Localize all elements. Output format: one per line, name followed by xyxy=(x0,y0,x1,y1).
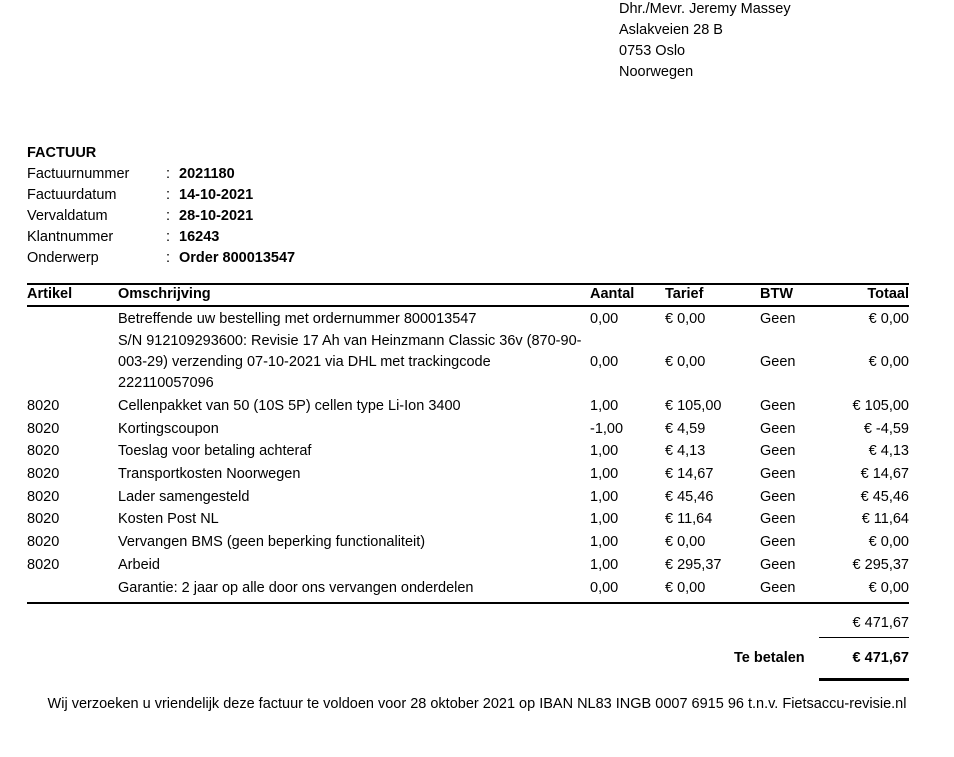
cell-rate: € 11,64 xyxy=(665,511,713,527)
amount-due-label: Te betalen xyxy=(734,650,805,666)
cell-description: Arbeid xyxy=(118,557,160,573)
meta-colon: : xyxy=(166,250,171,266)
cell-vat: Geen xyxy=(760,311,796,327)
cell-vat: Geen xyxy=(760,557,796,573)
cell-description: Toeslag voor betaling achteraf xyxy=(118,443,312,459)
subtotal-amount: € 471,67 xyxy=(852,615,909,631)
payment-instructions: Wij verzoeken u vriendelijk deze factuur te voldoen voor 28 oktober 2021 op IBAN NL83 INGB 0007 6915 96 t.n.v. Fietsaccu-revisie.nl xyxy=(47,696,907,712)
cell-rate: € 0,00 xyxy=(665,311,706,327)
cell-article: 8020 xyxy=(27,398,60,414)
cell-rate: € 4,59 xyxy=(665,421,706,437)
cell-quantity: 1,00 xyxy=(590,534,619,550)
cell-quantity: 1,00 xyxy=(590,466,619,482)
header-rate: Tarief xyxy=(665,286,704,302)
cell-article: 8020 xyxy=(27,443,60,459)
cell-total: € 4,13 xyxy=(868,443,909,459)
cell-vat: Geen xyxy=(760,489,796,505)
cell-article: 8020 xyxy=(27,511,60,527)
recipient-postal-city: 0753 Oslo xyxy=(619,43,686,59)
meta-colon: : xyxy=(166,187,171,203)
cell-total: € 105,00 xyxy=(852,398,909,414)
amount-due-rule xyxy=(819,678,909,681)
cell-vat: Geen xyxy=(760,443,796,459)
cell-total: € 45,46 xyxy=(860,489,909,505)
recipient-country: Noorwegen xyxy=(619,64,694,80)
cell-article: 8020 xyxy=(27,466,60,482)
cell-vat: Geen xyxy=(760,580,796,596)
subtotal-rule xyxy=(819,637,909,638)
cell-quantity: -1,00 xyxy=(590,421,624,437)
header-vat: BTW xyxy=(760,286,794,302)
cell-article: 8020 xyxy=(27,534,60,550)
meta-colon: : xyxy=(166,166,171,182)
cell-total: € 0,00 xyxy=(868,354,909,370)
cell-vat: Geen xyxy=(760,398,796,414)
cell-article: 8020 xyxy=(27,489,60,505)
meta-colon: : xyxy=(166,229,171,245)
cell-description: Vervangen BMS (geen beperking functionaliteit) xyxy=(118,534,426,550)
cell-description: Kortingscoupon xyxy=(118,421,219,437)
cell-description: Kosten Post NL xyxy=(118,511,219,527)
cell-article: 8020 xyxy=(27,557,60,573)
cell-quantity: 1,00 xyxy=(590,511,619,527)
cell-rate: € 45,46 xyxy=(665,489,714,505)
cell-quantity: 0,00 xyxy=(590,311,619,327)
cell-rate: € 0,00 xyxy=(665,534,706,550)
meta-label: Klantnummer xyxy=(27,229,114,245)
cell-description: Transportkosten Noorwegen xyxy=(118,466,301,482)
cell-vat: Geen xyxy=(760,354,796,370)
cell-total: € 14,67 xyxy=(860,466,909,482)
cell-rate: € 0,00 xyxy=(665,580,706,596)
meta-label: Onderwerp xyxy=(27,250,99,266)
cell-rate: € 0,00 xyxy=(665,354,706,370)
cell-vat: Geen xyxy=(760,534,796,550)
recipient-street: Aslakveien 28 B xyxy=(619,22,723,38)
cell-total: € -4,59 xyxy=(863,421,909,437)
cell-quantity: 0,00 xyxy=(590,580,619,596)
cell-rate: € 4,13 xyxy=(665,443,706,459)
header-quantity: Aantal xyxy=(590,286,635,302)
cell-rate: € 105,00 xyxy=(665,398,722,414)
cell-vat: Geen xyxy=(760,466,796,482)
meta-value: 2021180 xyxy=(179,166,235,182)
cell-rate: € 14,67 xyxy=(665,466,714,482)
table-bottom-rule xyxy=(27,602,909,604)
header-description: Omschrijving xyxy=(118,286,211,302)
amount-due-value: € 471,67 xyxy=(852,650,909,666)
cell-description: S/N 912109293600: Revisie 17 Ah van Heinzmann Classic 36v (870-90-003-29) verzending 07-10-2021 via DHL met trackingcode 222110057096 xyxy=(118,333,582,391)
meta-value: 16243 xyxy=(179,229,220,245)
cell-article: 8020 xyxy=(27,421,60,437)
cell-vat: Geen xyxy=(760,511,796,527)
meta-value: Order 800013547 xyxy=(179,250,296,266)
meta-value: 14-10-2021 xyxy=(179,187,254,203)
recipient-name: Dhr./Mevr. Jeremy Massey xyxy=(619,1,791,17)
cell-total: € 0,00 xyxy=(868,311,909,327)
meta-colon: : xyxy=(166,208,171,224)
cell-description: Betreffende uw bestelling met ordernummer 800013547 xyxy=(118,311,477,327)
cell-total: € 11,64 xyxy=(861,511,909,527)
header-article: Artikel xyxy=(27,286,73,302)
meta-label: Factuurdatum xyxy=(27,187,117,203)
cell-total: € 0,00 xyxy=(868,534,909,550)
meta-value: 28-10-2021 xyxy=(179,208,254,224)
cell-description: Lader samengesteld xyxy=(118,489,250,505)
table-top-rule xyxy=(27,283,909,285)
cell-quantity: 1,00 xyxy=(590,489,619,505)
cell-quantity: 1,00 xyxy=(590,398,619,414)
cell-quantity: 1,00 xyxy=(590,443,619,459)
invoice-title: FACTUUR xyxy=(27,145,97,161)
meta-label: Factuurnummer xyxy=(27,166,130,182)
cell-description: Cellenpakket van 50 (10S 5P) cellen type Li-Ion 3400 xyxy=(118,398,461,414)
cell-vat: Geen xyxy=(760,421,796,437)
header-total: Totaal xyxy=(867,286,909,302)
cell-rate: € 295,37 xyxy=(665,557,722,573)
cell-total: € 0,00 xyxy=(868,580,909,596)
cell-total: € 295,37 xyxy=(852,557,909,573)
cell-description: Garantie: 2 jaar op alle door ons vervangen onderdelen xyxy=(118,580,474,596)
meta-label: Vervaldatum xyxy=(27,208,108,224)
cell-quantity: 1,00 xyxy=(590,557,619,573)
cell-quantity: 0,00 xyxy=(590,354,619,370)
table-header-rule xyxy=(27,305,909,307)
